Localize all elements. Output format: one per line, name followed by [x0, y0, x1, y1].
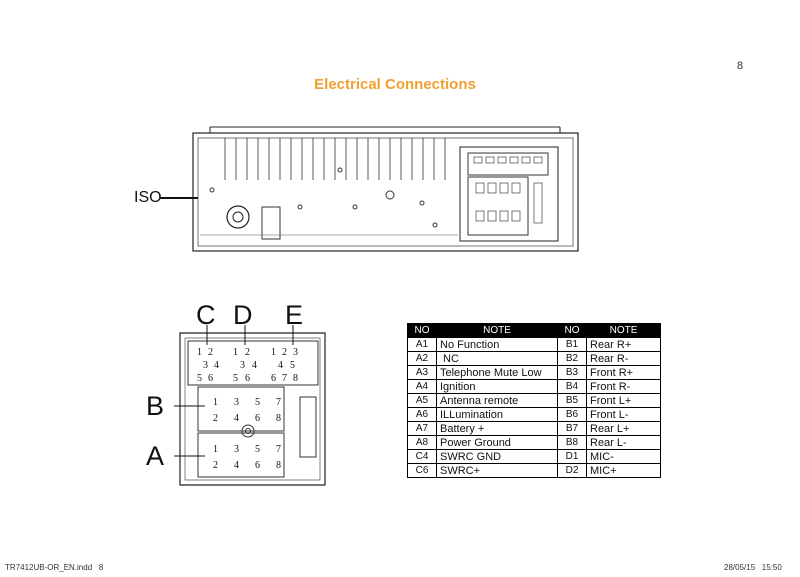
pin-assignment-table: [407, 323, 661, 478]
pin-number: 2: [282, 347, 287, 358]
pin-id: A5: [408, 394, 437, 408]
table-row: [408, 450, 661, 464]
pin-note: Ignition: [437, 380, 558, 394]
pin-note: ILLumination: [437, 408, 558, 422]
pin-number: 1: [233, 347, 238, 358]
pin-number: 5: [290, 360, 295, 371]
pin-number: 1: [197, 347, 202, 358]
head-unit-rear-diagram: [190, 125, 610, 265]
pin-number: 7: [282, 373, 287, 384]
pin-id: B6: [558, 408, 587, 422]
table-row: [408, 464, 661, 478]
pin-number: 3: [240, 360, 245, 371]
table-row: [408, 394, 661, 408]
pin-id: C6: [408, 464, 437, 478]
pin-id: A4: [408, 380, 437, 394]
pin-note: Front L-: [587, 408, 661, 422]
pin-number: 2: [245, 347, 250, 358]
pin-id: B1: [558, 338, 587, 352]
pin-id: B3: [558, 366, 587, 380]
pin-number: 1: [213, 397, 218, 408]
table-row: [408, 408, 661, 422]
table-row: [408, 366, 661, 380]
table-header: NO: [408, 324, 437, 338]
pin-number: 3: [203, 360, 208, 371]
pin-number: 7: [276, 444, 281, 455]
pin-number: 1: [271, 347, 276, 358]
pin-number: 4: [234, 460, 239, 471]
pin-note: MIC-: [587, 450, 661, 464]
pin-number: 6: [208, 373, 213, 384]
pin-number: 2: [208, 347, 213, 358]
pin-number: 4: [214, 360, 219, 371]
table-header: NO: [558, 324, 587, 338]
pin-note: Telephone Mute Low: [437, 366, 558, 380]
connector-label-a: A: [146, 441, 165, 471]
table-row: [408, 380, 661, 394]
pin-note: Rear R+: [587, 338, 661, 352]
pin-number: 5: [197, 373, 202, 384]
pin-number: 3: [234, 397, 239, 408]
pin-number: 5: [233, 373, 238, 384]
pin-number: 5: [255, 397, 260, 408]
pin-note: NC: [437, 352, 558, 366]
pin-id: A7: [408, 422, 437, 436]
table-header: NOTE: [437, 324, 558, 338]
pin-id: D2: [558, 464, 587, 478]
pin-number: 3: [293, 347, 298, 358]
table-header-row: [408, 324, 661, 338]
pin-number: 8: [293, 373, 298, 384]
pin-id: A3: [408, 366, 437, 380]
pin-note: Rear L-: [587, 436, 661, 450]
pin-id: B5: [558, 394, 587, 408]
pin-note: Battery +: [437, 422, 558, 436]
pin-id: D1: [558, 450, 587, 464]
pin-id: C4: [408, 450, 437, 464]
iso-connector-diagram: [160, 325, 340, 495]
pin-id: B8: [558, 436, 587, 450]
iso-leader-line: [160, 190, 200, 206]
connector-label-b: B: [146, 391, 165, 421]
pin-note: Power Ground: [437, 436, 558, 450]
pin-number: 4: [278, 360, 283, 371]
pin-number: 5: [255, 444, 260, 455]
table-header: NOTE: [587, 324, 661, 338]
pin-number: 8: [276, 413, 281, 424]
pin-id: B4: [558, 380, 587, 394]
pin-note: MIC+: [587, 464, 661, 478]
iso-label: ISO: [134, 189, 162, 206]
pin-number: 1: [213, 444, 218, 455]
pin-id: A1: [408, 338, 437, 352]
table-row: [408, 338, 661, 352]
pin-id: B2: [558, 352, 587, 366]
pin-note: Rear L+: [587, 422, 661, 436]
pin-number: 6: [255, 413, 260, 424]
pin-note: No Function: [437, 338, 558, 352]
connector-label-c: C: [196, 300, 216, 330]
pin-id: A8: [408, 436, 437, 450]
page-number: 8: [737, 60, 744, 72]
pin-note: Front R-: [587, 380, 661, 394]
pin-number: 2: [213, 413, 218, 424]
pin-note: Rear R-: [587, 352, 661, 366]
pin-note: SWRC GND: [437, 450, 558, 464]
pin-number: 3: [234, 444, 239, 455]
table-row: [408, 352, 661, 366]
pin-note: Front R+: [587, 366, 661, 380]
table-row: [408, 422, 661, 436]
pin-number: 4: [252, 360, 257, 371]
pin-id: A2: [408, 352, 437, 366]
pin-number: 7: [276, 397, 281, 408]
connector-label-d: D: [233, 300, 253, 330]
pin-note: Antenna remote: [437, 394, 558, 408]
connector-label-e: E: [285, 300, 304, 330]
footer-filename: TR7412UB-OR_EN.indd 8: [5, 563, 104, 572]
footer-timestamp: 28/05/15 15:50: [724, 563, 782, 572]
pin-number: 6: [245, 373, 250, 384]
pin-number: 8: [276, 460, 281, 471]
pin-number: 6: [255, 460, 260, 471]
pin-id: B7: [558, 422, 587, 436]
table-row: [408, 436, 661, 450]
pin-note: SWRC+: [437, 464, 558, 478]
pin-id: A6: [408, 408, 437, 422]
pin-number: 6: [271, 373, 276, 384]
pin-number: 2: [213, 460, 218, 471]
page-title: Electrical Connections: [314, 76, 476, 93]
pin-note: Front L+: [587, 394, 661, 408]
pin-number: 4: [234, 413, 239, 424]
